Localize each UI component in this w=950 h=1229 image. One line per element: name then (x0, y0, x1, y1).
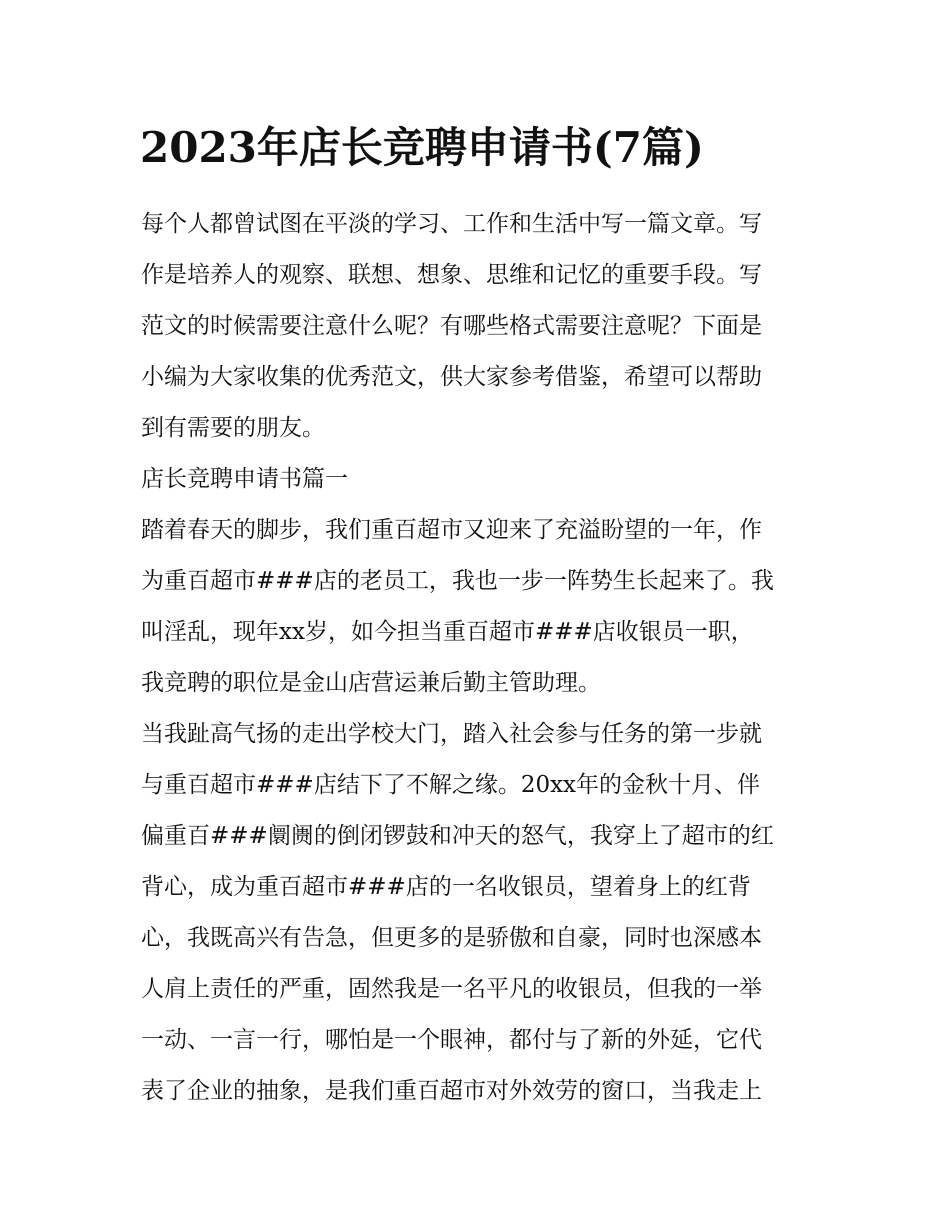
text-line: 一动、一言一行，哪怕是一个眼神，都付与了新的外延，它代 (141, 1027, 762, 1053)
text-line: 心，我既高兴有告急，但更多的是骄傲和自豪，同时也深感本 (141, 925, 762, 951)
text-line: 人肩上责任的严重，固然我是一名平凡的收银员，但我的一举 (141, 976, 762, 1002)
document-body (141, 199, 821, 1117)
text-line: 偏重百###阛阓的倒闭锣鼓和冲天的怒气，我穿上了超市的红 (141, 823, 774, 849)
text-line: 叫淫乱，现年xx岁，如今担当重百超市###店收银员一职， (141, 619, 754, 645)
text-line: 每个人都曾试图在平淡的学习、工作和生活中写一篇文章。写 (141, 211, 762, 237)
text-line: 与重百超市###店结下了不解之缘。20xx年的金秋十月、伴 (141, 772, 761, 798)
section-heading: 店长竞聘申请书篇一 (141, 466, 348, 492)
text-line: 作是培养人的观察、联想、想象、思维和记忆的重要手段。写 (141, 262, 762, 288)
text-line: 范文的时候需要注意什么呢？有哪些格式需要注意呢？下面是 (141, 313, 762, 339)
page-title: 2023年店长竞聘申请书(7篇) (140, 123, 704, 172)
text-line: 小编为大家收集的优秀范文，供大家参考借鉴，希望可以帮助 (141, 364, 762, 390)
text-line: 踏着春天的脚步，我们重百超市又迎来了充溢盼望的一年，作 (141, 517, 762, 543)
text-line: 背心，成为重百超市###店的一名收银员，望着身上的红背 (141, 874, 751, 900)
text-line: 表了企业的抽象，是我们重百超市对外效劳的窗口，当我走上 (141, 1078, 762, 1104)
text-line: 我竞聘的职位是金山店营运兼后勤主管助理。 (141, 670, 601, 696)
text-line: 到有需要的朋友。 (141, 415, 325, 441)
text-line: 当我趾高气扬的走出学校大门，踏入社会参与任务的第一步就 (141, 721, 762, 747)
text-line: 为重百超市###店的老员工，我也一步一阵势生长起来了。我 (141, 568, 774, 594)
